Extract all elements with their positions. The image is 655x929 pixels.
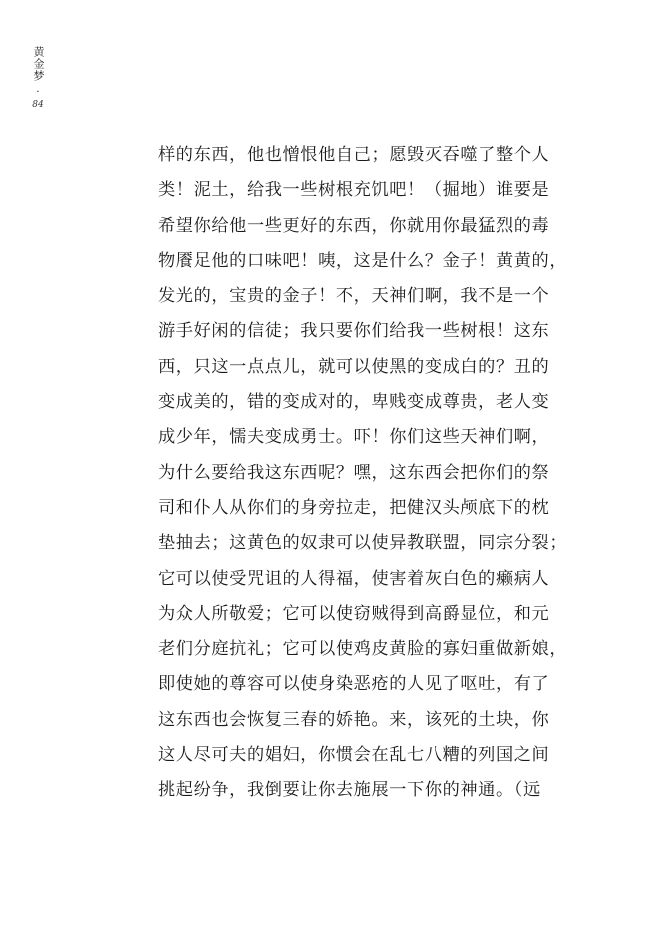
text-line-8: 变成美的，错的变成对的，卑贱变成尊贵，老人变 bbox=[158, 392, 550, 413]
body-text bbox=[158, 138, 576, 809]
text-line-4: 物餍足他的口味吧！咦，这是什么？金子！黄黄的， bbox=[158, 250, 568, 271]
text-line-3: 希望你给他一些更好的东西，你就用你最猛烈的毒 bbox=[158, 215, 550, 236]
text-line-9: 成少年，懦夫变成勇士。吓！你们这些天神们啊， bbox=[158, 427, 550, 448]
book-title: 黄金梦 bbox=[32, 46, 45, 82]
text-line-13: 它可以使受咒诅的人得福，使害着灰白色的癞病人 bbox=[158, 568, 550, 589]
text-line-6: 游手好闲的信徒；我只要你们给我一些树根！这东 bbox=[158, 321, 550, 342]
text-line-16: 即使她的尊容可以使身染恶疮的人见了呕吐，有了 bbox=[158, 674, 550, 695]
running-head bbox=[30, 46, 46, 110]
text-line-12: 垫抽去；这黄色的奴隶可以使异教联盟，同宗分裂； bbox=[158, 533, 568, 554]
separator-dot: · bbox=[36, 87, 40, 98]
text-line-18: 这人尽可夫的娼妇，你惯会在乱七八糟的列国之间 bbox=[158, 745, 550, 766]
text-line-7: 西，只这一点点儿，就可以使黑的变成白的？丑的 bbox=[158, 356, 550, 377]
text-line-17: 这东西也会恢复三春的娇艳。来，该死的土块，你 bbox=[158, 709, 550, 730]
text-line-11: 司和仆人从你们的身旁拉走，把健汉头颅底下的枕 bbox=[158, 497, 550, 518]
text-line-10: 为什么要给我这东西呢？嘿，这东西会把你们的祭 bbox=[158, 462, 550, 483]
text-line-14: 为众人所敬爱；它可以使窃贼得到高爵显位，和元 bbox=[158, 603, 550, 624]
text-line-19: 挑起纷争，我倒要让你去施展一下你的神通。（远 bbox=[158, 780, 541, 801]
text-line-1: 样的东西，他也憎恨他自己；愿毁灭吞噬了整个人 bbox=[158, 145, 550, 165]
text-line-2: 类！泥土，给我一些树根充饥吧！（掘地）谁要是 bbox=[158, 180, 550, 201]
text-line-15: 老们分庭抗礼；它可以使鸡皮黄脸的寡妇重做新娘， bbox=[158, 639, 568, 660]
page-number: 84 bbox=[32, 100, 44, 110]
text-line-5: 发光的，宝贵的金子！不，天神们啊，我不是一个 bbox=[158, 286, 550, 307]
